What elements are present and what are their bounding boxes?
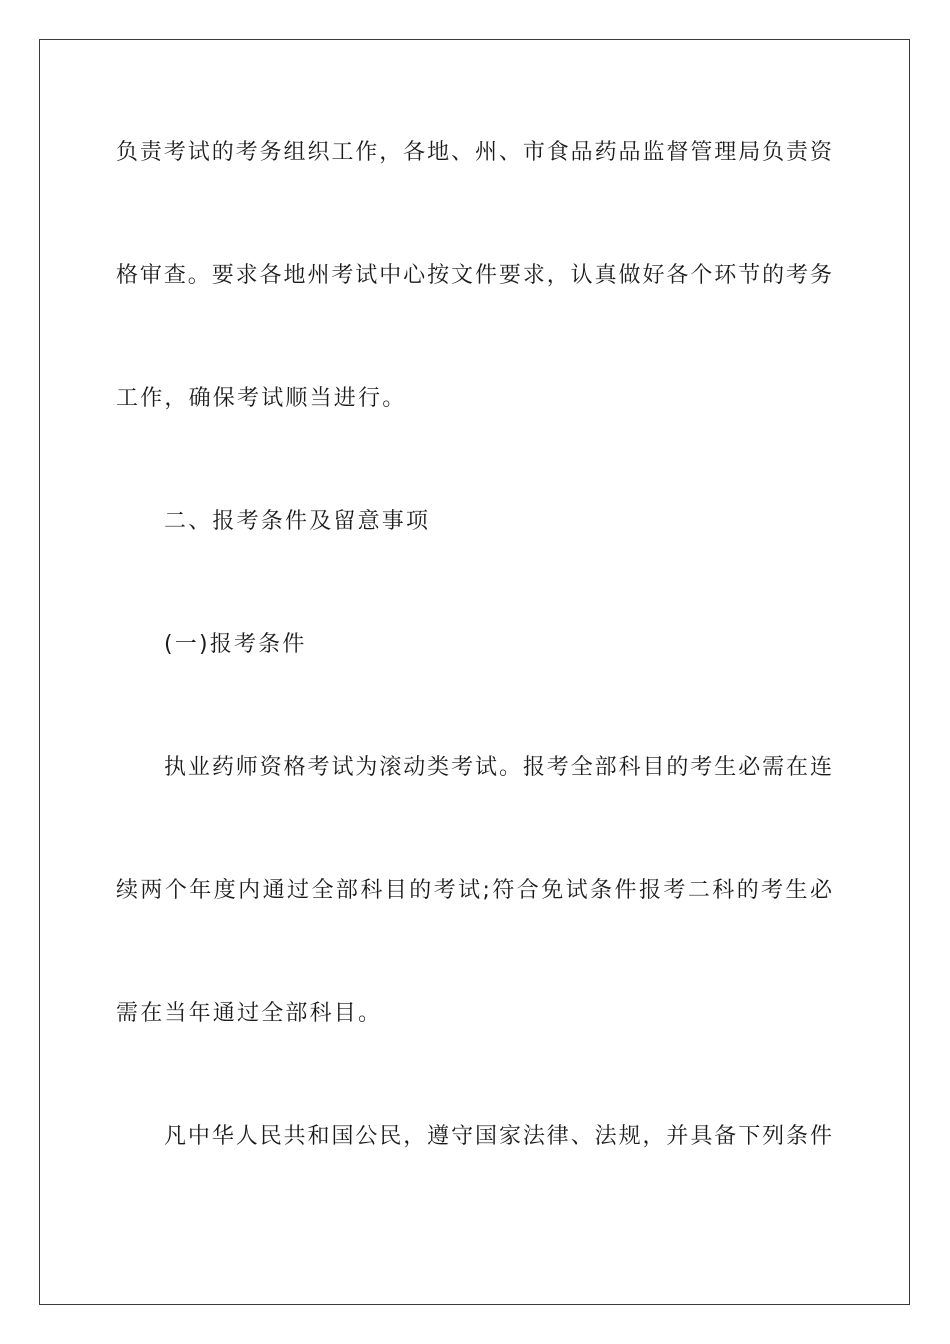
paragraph-line-1: 负责考试的考务组织工作，各地、州、市食品药品监督管理局负责资 (116, 140, 832, 165)
paragraph-line-3: 工作，确保考试顺当进行。 (116, 386, 407, 411)
subsection-heading: (一)报考条件 (164, 632, 307, 657)
section-heading: 二、报考条件及留意事项 (164, 509, 431, 534)
paragraph-line-7: 续两个年度内通过全部科目的考试;符合免试条件报考二科的考生必 (116, 878, 832, 903)
paragraph-line-9: 凡中华人民共和国公民，遵守国家法律、法规，并具备下列条件 (164, 1124, 832, 1149)
page-border (39, 39, 910, 1305)
paragraph-line-2: 格审查。要求各地州考试中心按文件要求，认真做好各个环节的考务 (116, 263, 832, 288)
paragraph-line-8: 需在当年通过全部科目。 (116, 1001, 383, 1026)
paragraph-line-6: 执业药师资格考试为滚动类考试。报考全部科目的考生必需在连 (164, 755, 832, 780)
